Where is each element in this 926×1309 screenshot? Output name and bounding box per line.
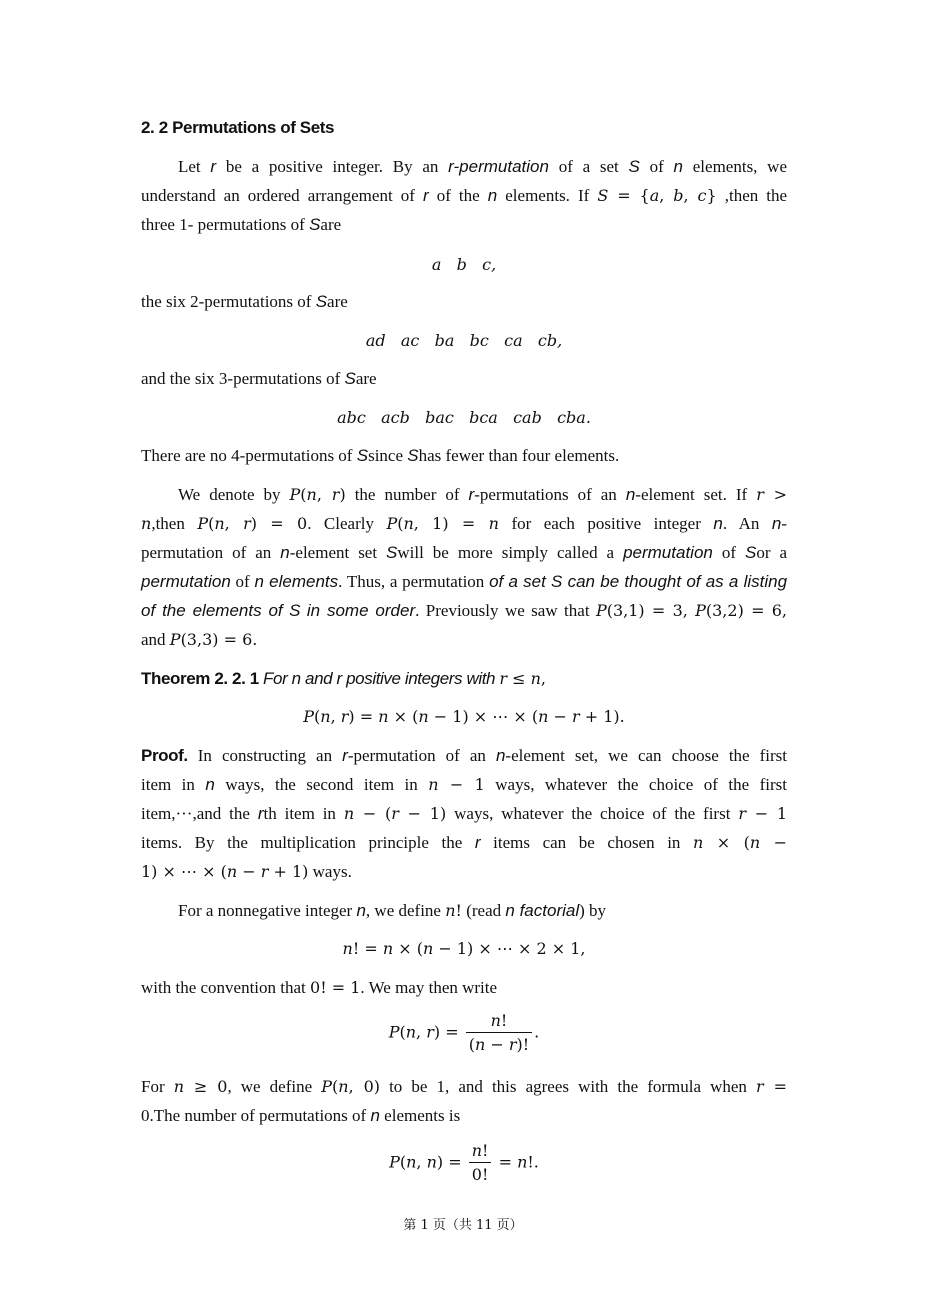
paragraph-2-line-2: and the six 3-permutations of Sare (141, 369, 377, 388)
proof-label: Proof. (141, 746, 188, 765)
factorial-formula: n! = n × (n − 1) × ⋯ × 2 × 1, (342, 939, 586, 958)
theorem-formula: P(n, r) = n × (n − 1) × ⋯ × (n − r + 1). (303, 707, 625, 726)
paragraph-3-line-5: of the elements of S in some order. Previously we saw that P(3,1) = 3, P(3,2) = 6, (141, 601, 787, 620)
paragraph-1-line-1: Let r be a positive integer. By an r-permutation of a set S of n elements, we (178, 157, 788, 176)
proof-line-5: 1) × ⋯ × (n − r + 1) ways. (141, 862, 352, 881)
paragraph-1-line-2: understand an ordered arrangement of r of the n elements. If S = {a, b, c} ,then the (141, 186, 788, 205)
display-1-permutations: a b c, (431, 255, 497, 274)
display-3-permutations: abc acb bac bca cab cba. (337, 408, 591, 427)
proof-line-1: Proof. In constructing an r-permutation of an n-element set, we can choose the first (141, 746, 788, 765)
display-2-permutations: ad ac ba bc ca cb, (365, 331, 563, 350)
paragraph-3-line-6: and P(3,3) = 6. (141, 630, 258, 649)
section-heading (141, 117, 787, 139)
factorial-line-1: For a nonnegative integer n, we define n! (read n factorial) by (178, 901, 607, 920)
formula-p-n-n: P(n, n) = $\frac{n!}{0!}$ = n!. (141, 1140, 787, 1187)
paragraph-2-line-1: the six 2-permutations of Sare (141, 292, 348, 311)
paragraph-3-line-2: n,then P(n, r) = 0. Clearly P(n, 1) = n for each positive integer n. An n- (141, 514, 788, 533)
proof-line-2: item in n ways, the second item in n − 1 ways, whatever the choice of the first (141, 775, 787, 794)
paragraph-1-line-3: three 1- permutations of Sare (141, 215, 342, 234)
section-title: 2. 2 Permutations of Sets (141, 118, 335, 137)
last-line-2: 0.The number of permutations of n elements is (141, 1106, 461, 1125)
proof-line-3: item,···,and the rth item in n − (r − 1) ways, whatever the choice of the first r − 1 (141, 804, 788, 823)
last-line-1: For n ≥ 0, we define P(n, 0) to be 1, and this agrees with the formula when r = (141, 1077, 787, 1096)
proof-line-4: items. By the multiplication principle the r items can be chosen in n × (n − (141, 833, 788, 852)
page-footer: 第 1 页（共 11 页） (403, 1218, 523, 1233)
theorem-label: Theorem 2. 2. 1 (141, 669, 259, 688)
theorem-statement: Theorem 2. 2. 1 For n and r positive integers with r ≤ n, (141, 669, 546, 688)
formula-p-n-r: P(n, r) = $\frac{n!}{(n - r)!}$ . (141, 1010, 787, 1057)
paragraph-3-line-4: permutation of n elements. Thus, a permutation of a set S can be thought of as a listing (141, 572, 788, 591)
factorial-line-2: with the convention that 0! = 1. We may then write (141, 978, 498, 997)
paragraph-2-line-3: There are no 4-permutations of Ssince Shas fewer than four elements. (141, 446, 620, 465)
paragraph-3-line-1: We denote by P(n, r) the number of r-permutations of an n-element set. If r > (178, 485, 788, 504)
paragraph-3-line-3: permutation of an n-element set Swill be more simply called a permutation of Sor a (141, 543, 788, 562)
